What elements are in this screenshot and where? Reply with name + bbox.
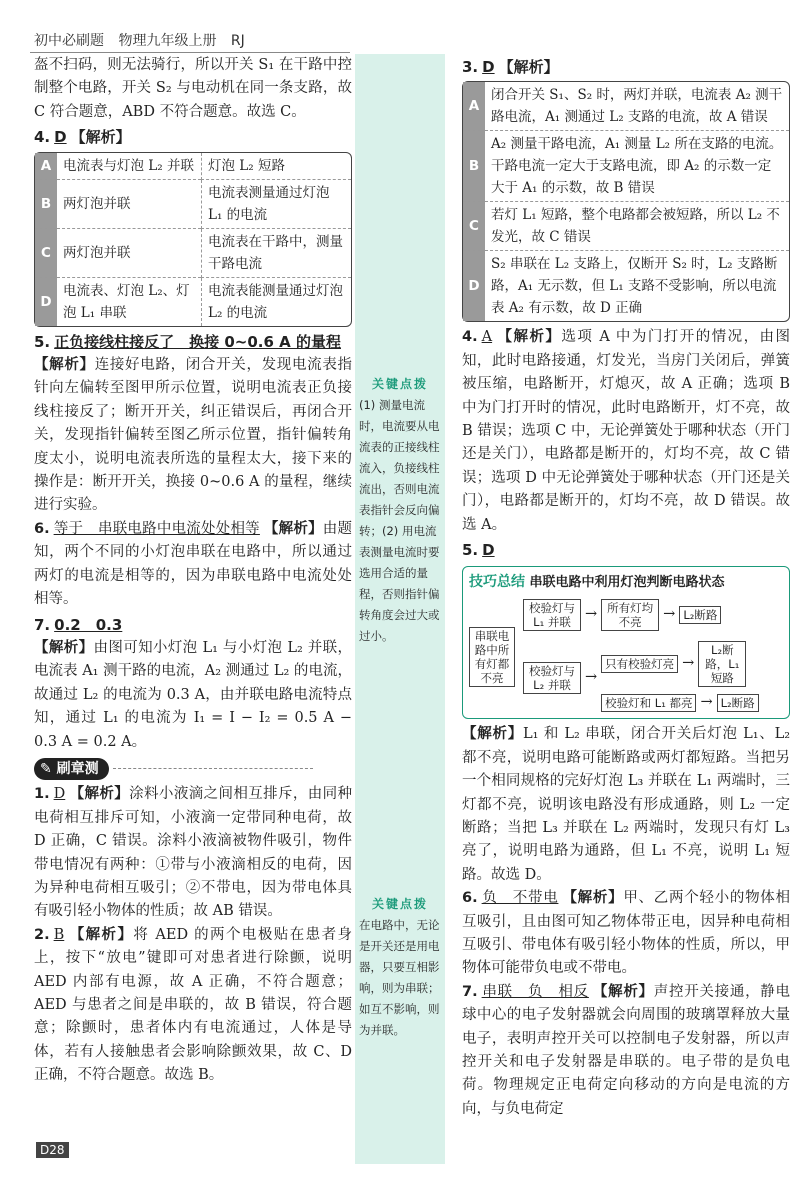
q4-option-table bbox=[34, 152, 352, 327]
row-text: 闭合开关 S₁、S₂ 时，两灯并联，电流表 A₂ 测干路电流，A₁ 测通过 L₂ 支路的电流，故 A 错误 bbox=[485, 82, 789, 131]
rq7-num: 7. bbox=[462, 983, 478, 1000]
q7-explanation bbox=[34, 637, 352, 754]
s2-answer: B bbox=[53, 926, 65, 943]
flow-b2-outcome-1: L₂断路，L₁短路 bbox=[698, 641, 746, 687]
rq7-block bbox=[462, 981, 790, 1121]
q6-tag: 【解析】 bbox=[263, 520, 323, 537]
row-result: 电流表在干路中，测量干路电流 bbox=[201, 229, 351, 278]
flow-b2-results bbox=[601, 641, 759, 714]
key-point-2-title: 关键点拨 bbox=[371, 897, 428, 911]
row-label: A bbox=[35, 153, 57, 180]
rq6-block bbox=[462, 887, 790, 981]
q7-heading bbox=[34, 614, 352, 637]
q6-block bbox=[34, 518, 352, 612]
row-text: A₂ 测量干路电流，A₁ 测量 L₂ 所在支路的电流。干路电流一定大于支路电流，即 A₂ 的示数一定大于 A₁ 的示数，故 B 错误 bbox=[485, 131, 789, 202]
row-label: B bbox=[35, 180, 57, 229]
page-number: D28 bbox=[36, 1142, 69, 1158]
flow-b1: 校验灯与 L₁ 并联 bbox=[523, 599, 581, 631]
rq3-num: 3. bbox=[462, 58, 479, 76]
row-label: C bbox=[35, 229, 57, 278]
q7-text: 由图可知小灯泡 L₁ 与小灯泡 L₂ 并联，电流表 A₁ 测干路的电流，A₂ 测通过 L₂ 的电流，故通过 L₂ 的电流为 0.3 A，由并联电路电流特点知，通过 L₁ 的电流为 I₁ = I − I₂ = 0.5 A − 0.3 A = 0.2 A。 bbox=[34, 639, 352, 750]
rq5-heading bbox=[462, 539, 790, 562]
table-row bbox=[35, 229, 351, 278]
left-column bbox=[34, 54, 352, 1088]
q6-answer: 等于 串联电路中电流处处相等 bbox=[53, 520, 260, 537]
q6-num: 6. bbox=[34, 520, 50, 537]
rq6-num: 6. bbox=[462, 890, 478, 907]
row-label: A bbox=[463, 82, 485, 131]
row-text: 若灯 L₁ 短路，整个电路都会被短路，所以 L₂ 不发光，故 C 错误 bbox=[485, 202, 789, 251]
rq6-tag: 【解析】 bbox=[562, 890, 624, 907]
flow-start: 串联电路中所有灯都不亮 bbox=[469, 627, 515, 687]
q5-tag: 【解析】 bbox=[34, 357, 95, 374]
flow-branch-1: 校验灯与 L₁ 并联 → 所有灯均不亮 → L₂断路 bbox=[523, 599, 759, 631]
table-row bbox=[35, 153, 351, 180]
section-badge: ✎ 刷章测 bbox=[34, 758, 109, 780]
row-result: 电流表能测量通过灯泡 L₂ 的电流 bbox=[201, 278, 351, 326]
q4-answer: D bbox=[54, 128, 67, 147]
rq5-text: L₁ 和 L₂ 串联，闭合开关后灯泡 L₁、L₂ 都不亮，说明电路可能断路或两灯都短路。当把另一个相同规格的完好灯泡 L₃ 并联在 L₁ 两端时，三灯都不亮，说明该电路没有形成通路，则 L₂ 一定断路；当把 L₃ 并联在 L₂ 两端时，发现只有灯 L₃ 亮了，说明电路为通路，但 L₁ 不亮，说明 L₁ 短路。故选 D。 bbox=[462, 726, 791, 883]
key-point-1 bbox=[359, 374, 441, 647]
rq3-heading bbox=[462, 56, 790, 79]
row-label: B bbox=[463, 131, 485, 202]
q7-answer: 0.2 0.3 bbox=[54, 615, 123, 634]
flow-b1-outcome: L₂断路 bbox=[679, 606, 721, 624]
s2-num: 2. bbox=[34, 926, 50, 943]
rq3-tag: 【解析】 bbox=[498, 58, 559, 76]
header-rule bbox=[30, 52, 350, 53]
s1-num: 1. bbox=[34, 786, 50, 803]
flow-b2-result-2: 校验灯和 L₁ 都亮 bbox=[601, 694, 696, 712]
rq4-answer: A bbox=[481, 329, 493, 346]
row-cause: 两灯泡并联 bbox=[57, 229, 201, 278]
row-cause: 两灯泡并联 bbox=[57, 180, 201, 229]
section-rule bbox=[113, 768, 313, 769]
rq7-text: 声控开关接通，静电球中心的电子发射器就会向周围的玻璃罩释放大量电子，表明声控开关可以控制电子发射器，所以声控开关和电子发射器是串联的。电子带的是负电荷。物理规定正电荷定向移动的方向是电流的方向，与负电荷定 bbox=[462, 983, 791, 1117]
header-book: 初中必刷题 bbox=[34, 33, 104, 49]
q4-num: 4. bbox=[34, 128, 51, 147]
row-result: 电流表测量通过灯泡 L₁ 的电流 bbox=[201, 180, 351, 229]
s1-block bbox=[34, 783, 352, 923]
rq6-text: 甲、乙两个轻小的物体相互吸引，且由图可知乙物体带正电，因异种电荷相互吸引、带电体有吸引轻小物体的性质，所以，甲物体可能带负电或不带电。 bbox=[462, 890, 791, 977]
intro-text: 盔不扫码，则无法骑行，所以开关 S₁ 在干路中控制整个电路，开关 S₂ 与电动机在同一条支路，故 C 符合题意，ABD 不符合题意。故选 C。 bbox=[34, 57, 352, 120]
flow-b2: 校验灯与 L₂ 并联 bbox=[523, 662, 581, 694]
header-subject: 物理九年级上册 bbox=[118, 33, 217, 49]
key-point-1-text: (1) 测量电流时，电流要从电流表的正接线柱流入，负接线柱流出，否则电流表指针会反向偏转；(2) 用电流表测量电流时要选用合适的量程，否则指针偏转角度会过大或过小。 bbox=[359, 398, 440, 643]
tip-title: 技巧总结 bbox=[469, 574, 525, 591]
tip-subtitle: 串联电路中利用灯泡判断电路状态 bbox=[529, 575, 725, 591]
table-row bbox=[35, 278, 351, 326]
tip-flowchart bbox=[469, 599, 783, 714]
page-header bbox=[34, 30, 255, 50]
row-cause: 电流表、灯泡 L₂、灯泡 L₁ 串联 bbox=[63, 282, 190, 321]
s2-text: 将 AED 的两个电极贴在患者身上，按下“放电”键即可对患者进行除颤，说明 AED 内部有电源，故 A 正确，不符合题意；AED 与患者之间是串联的，故 B 错误，符合题意；除颤时，患者体内有电流通过，人体是导体，若有人接触患者会影响除颤效果，故 C、D 正确，不符合题意。故选 B。 bbox=[34, 926, 352, 1084]
flow-b2-row2: 校验灯和 L₁ 都亮 → L₂断路 bbox=[601, 691, 759, 714]
row-label: C bbox=[463, 202, 485, 251]
q6-text: 由题知，两个不同的小灯泡串联在电路中，所以通过两灯的电流是相等的，因为串联电路中电流处处相等。 bbox=[34, 520, 353, 608]
q5-explanation bbox=[34, 354, 352, 518]
rq5-tag: 【解析】 bbox=[462, 726, 524, 743]
row-cause: 电流表与灯泡 L₂ 并联 bbox=[57, 153, 201, 180]
table-row bbox=[463, 82, 789, 131]
flow-branches bbox=[523, 599, 759, 714]
s2-block bbox=[34, 924, 352, 1088]
right-column bbox=[462, 54, 790, 1121]
q7-num: 7. bbox=[34, 615, 51, 634]
flow-b2-outcome-2: L₂断路 bbox=[717, 694, 759, 712]
q5-heading bbox=[34, 331, 352, 354]
s2-tag: 【解析】 bbox=[68, 926, 134, 943]
q4-tag: 【解析】 bbox=[70, 128, 131, 147]
key-point-2-text: 在电路中，无论是开关还是用电器，只要互相影响，则为串联；如互不影响，则为并联。 bbox=[359, 918, 440, 1037]
s1-text: 涂料小液滴之间相互排斥，由同种电荷相互排斥可知，小液滴一定带同种电荷，故 D 正确，C 错误。涂料小液滴被物件吸引，物件带电情况有两种：①带与小液滴相反的电荷，因为异种电荷相互吸引；②不带电，因为带电体具有吸引轻小物体的性质；故 AB 错误。 bbox=[34, 786, 353, 920]
table-row bbox=[35, 180, 351, 229]
key-point-1-title: 关键点拨 bbox=[371, 377, 428, 391]
q5-answer: 正负接线柱接反了 换接 0~0.6 A 的量程 bbox=[54, 332, 341, 351]
rq5-answer: D bbox=[482, 541, 495, 560]
rq6-answer: 负 不带电 bbox=[481, 890, 559, 907]
rq3-option-table bbox=[462, 81, 790, 322]
rq5-explanation bbox=[462, 723, 790, 887]
key-points-column bbox=[355, 54, 445, 1164]
section-title: 刷章测 bbox=[56, 760, 99, 777]
q7-tag: 【解析】 bbox=[34, 639, 94, 656]
q5-num: 5. bbox=[34, 332, 51, 351]
header-edition: RJ bbox=[230, 33, 245, 49]
rq7-tag: 【解析】 bbox=[592, 983, 654, 1000]
flow-branch-2: 校验灯与 L₂ 并联 → 只有校验灯亮 → L₂断路，L₁短路 校验灯和 L₁ 都亮 → L₂断路 bbox=[523, 641, 759, 714]
row-label: D bbox=[35, 278, 57, 326]
row-text: S₂ 串联在 L₂ 支路上，仅断开 S₂ 时，L₂ 支路断路，A₁ 无示数，但 L₁ 支路不受影响，所以电流表 A₂ 有示数，故 D 正确 bbox=[491, 256, 778, 317]
rq7-answer: 串联 负 相反 bbox=[481, 983, 589, 1000]
rq4-block bbox=[462, 326, 790, 537]
s1-answer: D bbox=[53, 786, 66, 803]
q4-heading bbox=[34, 126, 352, 149]
rq4-tag: 【解析】 bbox=[496, 329, 562, 346]
rq4-num: 4. bbox=[462, 329, 478, 346]
tip-box bbox=[462, 566, 790, 719]
key-point-2 bbox=[359, 894, 441, 1041]
flow-b2-result-1: 只有校验灯亮 bbox=[601, 655, 678, 673]
tip-header bbox=[469, 571, 783, 594]
table-row bbox=[463, 251, 789, 321]
table-row bbox=[463, 202, 789, 251]
row-result: 灯泡 L₂ 短路 bbox=[201, 153, 351, 180]
rq3-answer: D bbox=[482, 58, 495, 76]
section-heading bbox=[34, 758, 352, 781]
flow-b2-row1: 只有校验灯亮 → L₂断路，L₁短路 bbox=[601, 641, 759, 687]
row-label: D bbox=[463, 251, 485, 321]
rq4-text: 选项 A 中为门打开的情况，由图知，此时电路接通，灯发光，当房门关闭后，弹簧被压缩，电路断开，灯熄灭，故 A 正确；选项 B 中为门打开时的情况，此时电路断开，灯不亮，故 B 错误；选项 C 中，无论弹簧处于哪种状态（开门还是关门），电路都是断开的，灯均不亮，故 C 错误；选项 D 中无论弹簧处于哪种状态（开门还是关门），电路都是断开的，灯均不亮，故 D 错误。故选 A。 bbox=[462, 329, 790, 533]
rq5-num: 5. bbox=[462, 541, 479, 560]
s1-tag: 【解析】 bbox=[69, 786, 130, 803]
q5-text: 连接好电路，闭合开关，发现电流表指针向左偏转至图甲所示位置，说明电流表正负接线柱接反了；断开开关，纠正错误后，再闭合开关，发现指针偏转至图乙所示位置，指针偏转角度太小，说明电流表所选的量程太大，接下来的操作是：断开开关，换接 0~0.6 A 的量程，继续进行实验。 bbox=[34, 357, 353, 514]
flow-b1-result: 所有灯均不亮 bbox=[601, 599, 659, 631]
table-row bbox=[463, 131, 789, 202]
